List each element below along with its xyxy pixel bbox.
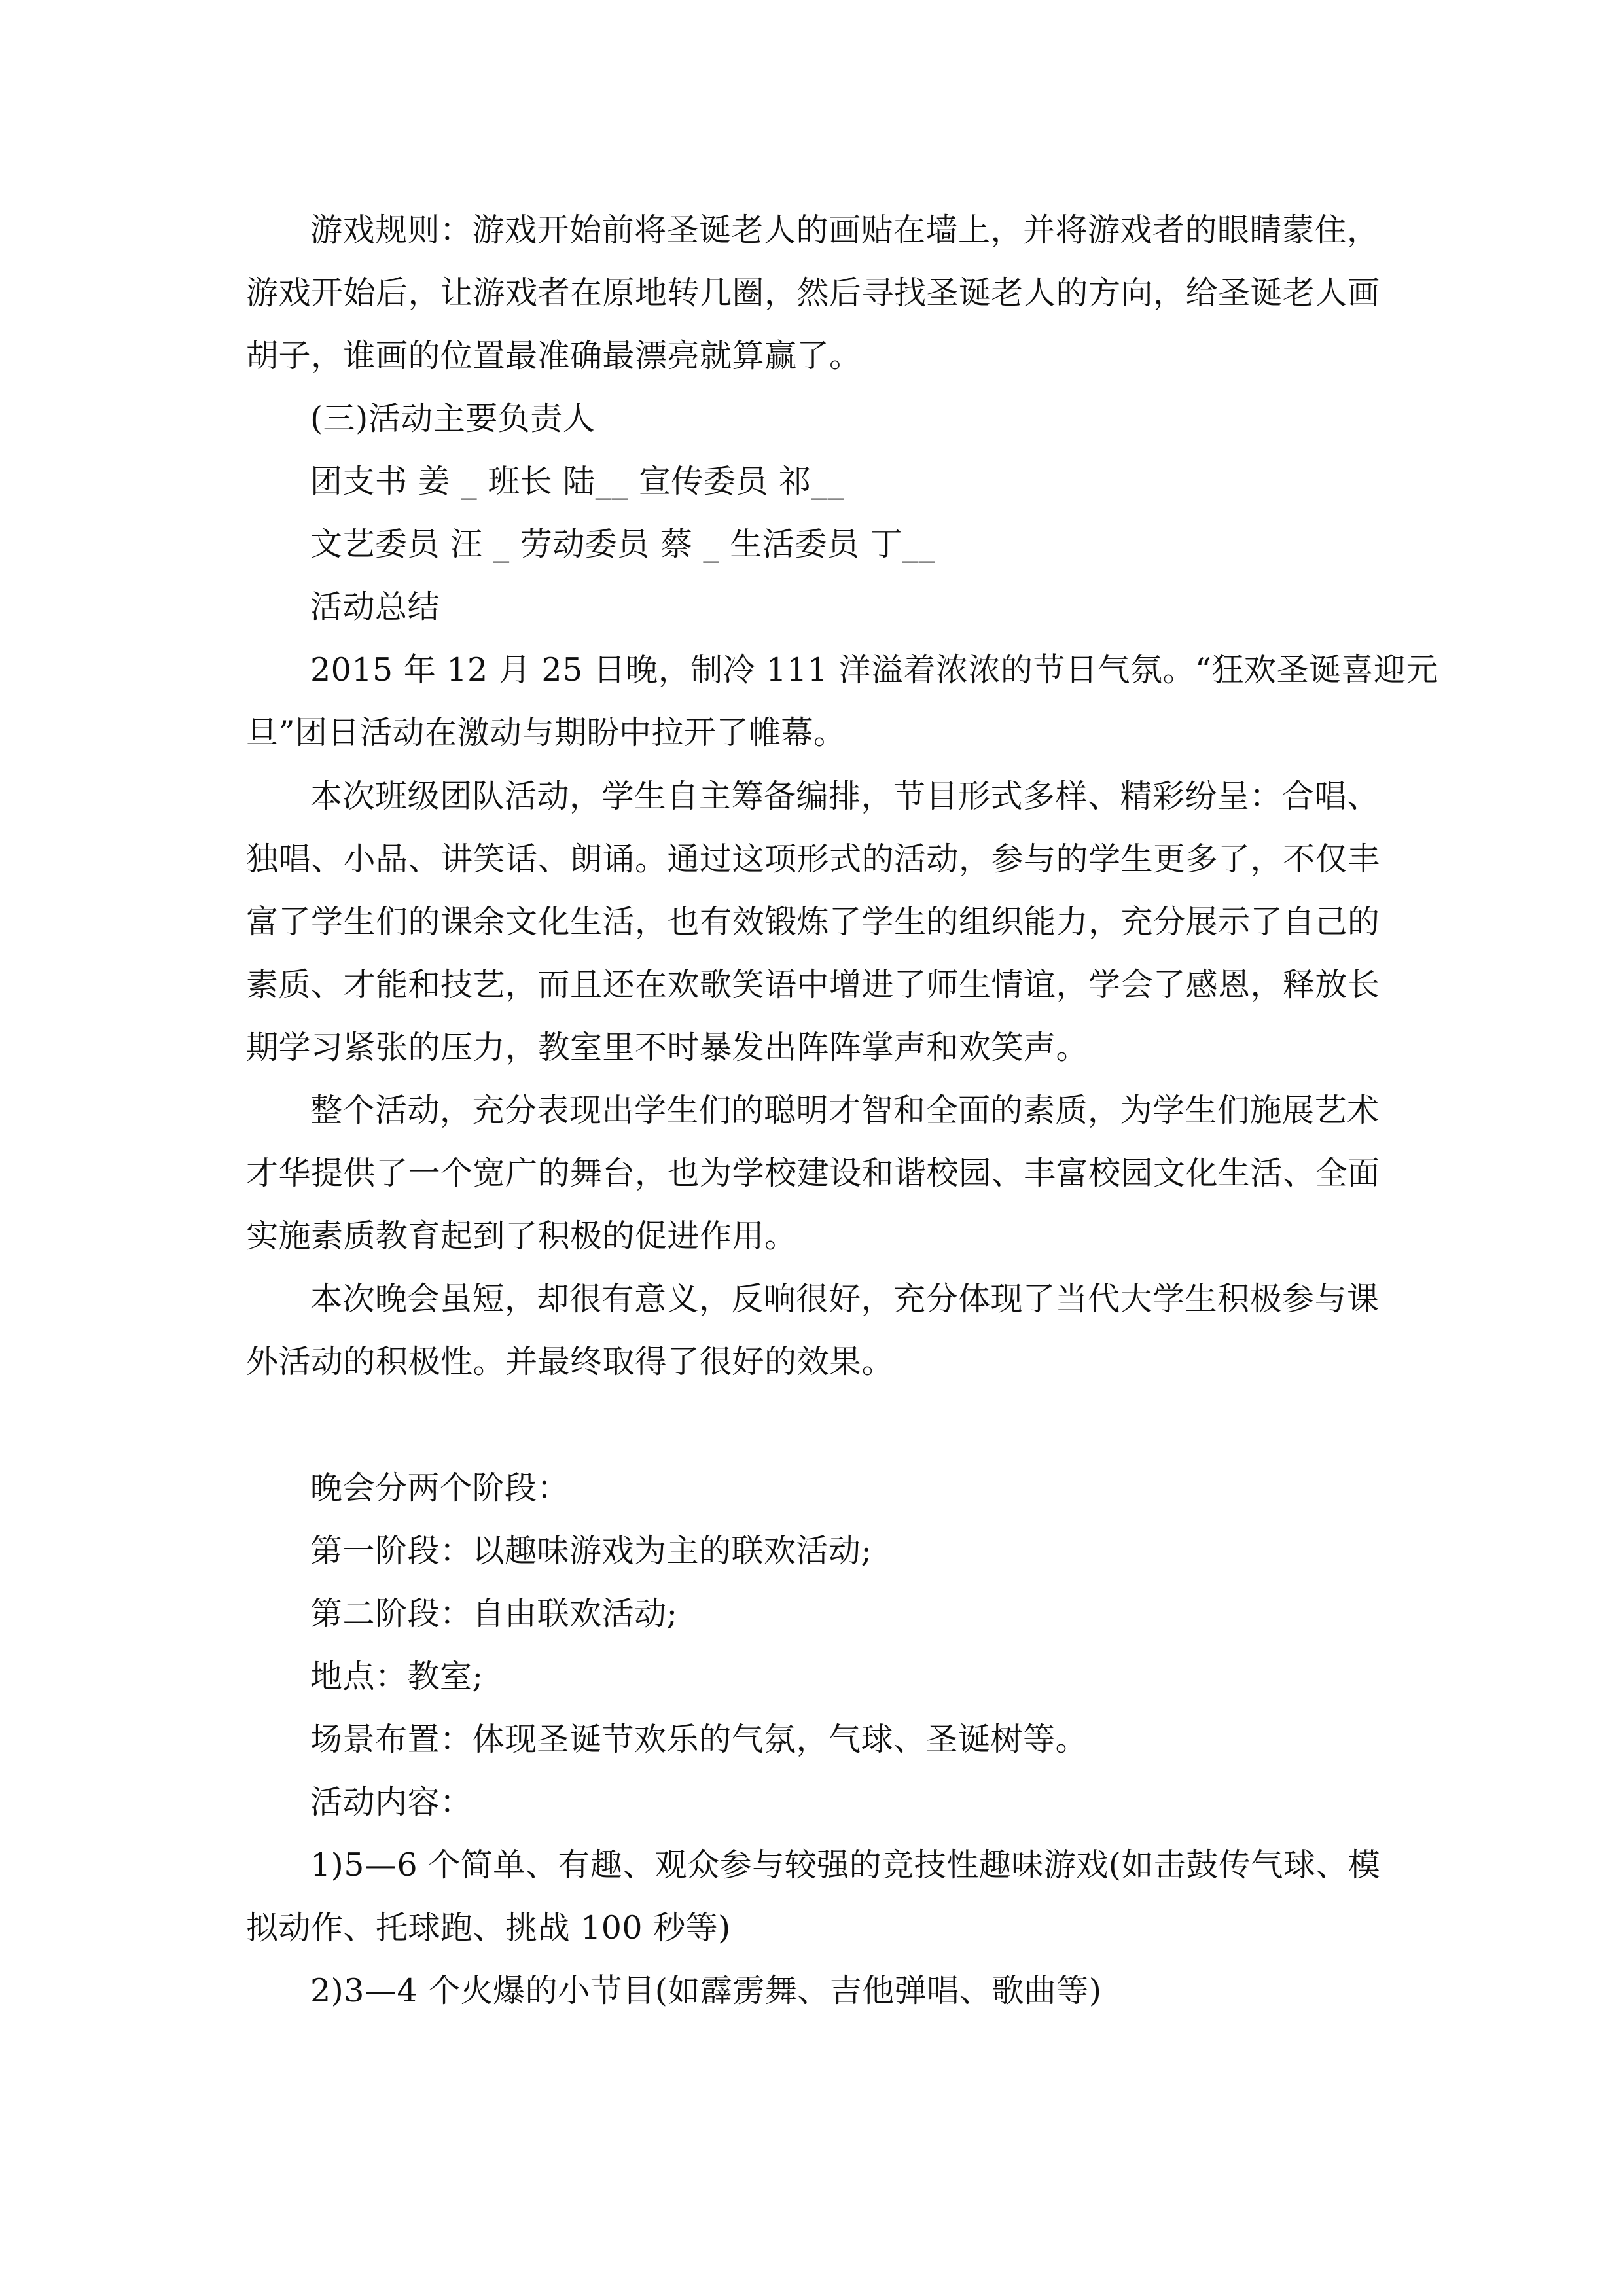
paragraph-line: 胡子，谁画的位置最准确最漂亮就算赢了。 <box>246 337 862 374</box>
section-heading: 活动内容： <box>310 1784 473 1821</box>
list-item: 2)3—4 个火爆的小节目(如霹雳舞、吉他弹唱、歌曲等) <box>310 1972 1102 2009</box>
list-item: 1)5—6 个简单、有趣、观众参与较强的竞技性趣味游戏(如击鼓传气球、模 <box>310 1846 1381 1884</box>
paragraph-line: 富了学生们的课余文化生活，也有效锻炼了学生的组织能力，充分展示了自己的 <box>246 903 1380 941</box>
paragraph-line: 游戏规则：游戏开始前将圣诞老人的画贴在墙上，并将游戏者的眼睛蒙住， <box>310 211 1380 249</box>
personnel-line: 团支书 姜 _ 班长 陆__ 宣传委员 祁__ <box>310 463 844 500</box>
paragraph-line: 第一阶段：以趣味游戏为主的联欢活动; <box>310 1532 872 1570</box>
paragraph-line: 第二阶段：自由联欢活动; <box>310 1595 678 1632</box>
paragraph-line: 本次班级团队活动，学生自主筹备编排，节目形式多样、精彩纷呈：合唱、 <box>310 778 1380 815</box>
personnel-line: 文艺委员 汪 _ 劳动委员 蔡 _ 生活委员 丁__ <box>310 526 936 563</box>
paragraph-line: 期学习紧张的压力，教室里不时暴发出阵阵掌声和欢笑声。 <box>246 1029 1089 1066</box>
paragraph-line: 游戏开始后，让游戏者在原地转几圈，然后寻找圣诞老人的方向，给圣诞老人画 <box>246 274 1380 312</box>
paragraph-line: 场景布置：体现圣诞节欢乐的气氛，气球、圣诞树等。 <box>310 1721 1088 1758</box>
list-item-continuation: 拟动作、托球跑、挑战 100 秒等) <box>246 1909 731 1946</box>
paragraph-line: 晚会分两个阶段： <box>310 1469 570 1507</box>
paragraph-line: 地点：教室; <box>310 1658 484 1695</box>
paragraph-line: 2015 年 12 月 25 日晚，制冷 111 洋溢着浓浓的节日气氛。“狂欢圣诞喜迎元 <box>310 651 1439 689</box>
paragraph-line: 才华提供了一个宽广的舞台，也为学校建设和谐校园、丰富校园文化生活、全面 <box>246 1155 1380 1192</box>
paragraph-line: 实施素质教育起到了积极的促进作用。 <box>246 1217 797 1255</box>
paragraph-line: 旦”团日活动在激动与期盼中拉开了帷幕。 <box>246 714 846 751</box>
paragraph-line: 独唱、小品、讲笑话、朗诵。通过这项形式的活动，参与的学生更多了，不仅丰 <box>246 840 1380 878</box>
paragraph-line: 整个活动，充分表现出学生们的聪明才智和全面的素质，为学生们施展艺术 <box>310 1092 1380 1129</box>
paragraph-line: 外活动的积极性。并最终取得了很好的效果。 <box>246 1343 895 1380</box>
paragraph-line: 素质、才能和技艺，而且还在欢歌笑语中增进了师生情谊，学会了感恩，释放长 <box>246 966 1380 1003</box>
section-heading: (三)活动主要负责人 <box>310 400 596 437</box>
section-heading: 活动总结 <box>310 588 440 626</box>
paragraph-line: 本次晚会虽短，却很有意义，反响很好，充分体现了当代大学生积极参与课 <box>310 1280 1380 1318</box>
